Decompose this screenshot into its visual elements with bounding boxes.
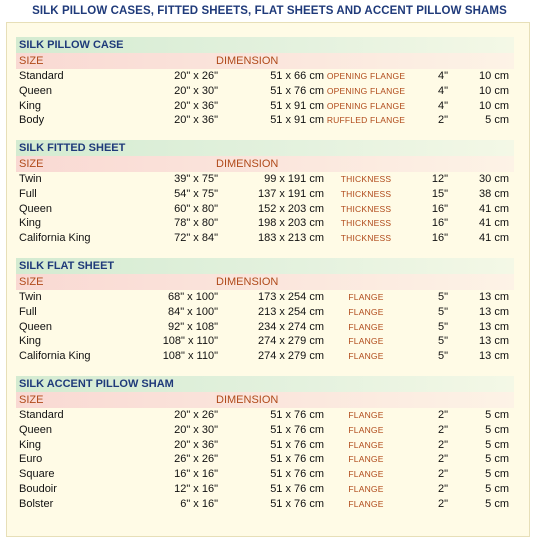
- dimension-cm: 51 x 76 cm: [270, 497, 324, 510]
- feature-cm: 13 cm: [479, 350, 509, 363]
- table-row: [16, 438, 514, 453]
- feature-label: THICKNESS: [340, 174, 392, 184]
- dimension-cm: 51 x 76 cm: [270, 468, 324, 481]
- feature-cm: 13 cm: [479, 335, 509, 348]
- size-name: Twin: [19, 291, 42, 303]
- dimension-inches: 16" x 16": [174, 468, 218, 481]
- dimension-inches: 20" x 36": [174, 114, 218, 127]
- size-name: Twin: [19, 173, 42, 185]
- dimension-cm: 51 x 91 cm: [270, 114, 324, 127]
- size-name: California King: [19, 350, 91, 363]
- size-name: Queen: [19, 202, 53, 215]
- table-row: [16, 408, 514, 423]
- size-name: California King: [19, 232, 91, 245]
- feature-label: FLANGE: [348, 454, 384, 465]
- feature-label: FLANGE: [348, 469, 384, 480]
- dimension-inches: 12" x 16": [174, 482, 218, 495]
- feature-inches: 5": [437, 291, 448, 303]
- dimension-inches: 20" x 26": [174, 70, 218, 82]
- feature-label: FLANGE: [348, 424, 384, 435]
- feature-cm: 10 cm: [479, 99, 509, 112]
- size-name: Queen: [19, 320, 53, 333]
- feature-inches: 4": [437, 84, 448, 97]
- dimension-cm: 274 x 279 cm: [257, 350, 324, 363]
- table-row: [16, 84, 514, 99]
- page-title: SILK PILLOW CASES, FITTED SHEETS, FLAT SHEETS AND ACCENT PILLOW SHAMS: [32, 5, 507, 17]
- feature-label: FLANGE: [348, 498, 384, 509]
- feature-cm: 41 cm: [479, 232, 509, 245]
- dimension-inches: 68" x 100": [167, 291, 218, 303]
- dimension-cm: 51 x 76 cm: [270, 84, 324, 97]
- feature-inches: 16": [431, 217, 448, 230]
- section: [16, 37, 514, 128]
- dimension-cm: 274 x 279 cm: [257, 335, 324, 348]
- dimension-cm: 99 x 191 cm: [264, 173, 324, 185]
- table-row: [16, 334, 514, 349]
- dimension-inches: 60" x 80": [174, 202, 218, 215]
- dimension-inches: 84" x 100": [167, 305, 218, 318]
- feature-inches: 2": [437, 114, 448, 127]
- size-name: Bolster: [19, 497, 54, 510]
- feature-inches: 16": [431, 232, 448, 245]
- dimension-inches: 108" x 110": [162, 350, 218, 363]
- dimension-cm: 152 x 203 cm: [257, 202, 324, 215]
- feature-cm: 30 cm: [479, 173, 509, 185]
- feature-inches: 16": [431, 202, 448, 215]
- section-title: SILK FLAT SHEET: [16, 258, 514, 274]
- table-row: [16, 113, 514, 128]
- table-row: [16, 202, 514, 217]
- dimension-cm: 234 x 274 cm: [257, 320, 324, 333]
- table-row: [16, 320, 514, 335]
- feature-cm: 13 cm: [479, 305, 509, 318]
- size-header: SIZE: [19, 158, 44, 170]
- feature-label: OPENING FLANGE: [326, 85, 406, 96]
- feature-inches: 2": [437, 482, 448, 495]
- size-name: Full: [19, 305, 37, 318]
- table-row: [16, 497, 514, 512]
- feature-cm: 5 cm: [485, 468, 509, 481]
- size-name: Standard: [19, 409, 64, 421]
- dimension-cm: 51 x 76 cm: [270, 453, 324, 466]
- feature-label: FLANGE: [348, 439, 384, 450]
- table-row: [16, 467, 514, 482]
- dimension-inches: 54" x 75": [174, 187, 218, 200]
- feature-cm: 5 cm: [485, 497, 509, 510]
- feature-cm: 5 cm: [485, 453, 509, 466]
- feature-label: FLANGE: [348, 321, 384, 332]
- dimension-inches: 20" x 36": [174, 99, 218, 112]
- size-name: Queen: [19, 423, 53, 436]
- feature-label: RUFFLED FLANGE: [326, 115, 406, 126]
- feature-label: THICKNESS: [340, 188, 392, 199]
- feature-cm: 5 cm: [485, 423, 509, 436]
- column-header-row: [16, 274, 514, 290]
- feature-inches: 5": [437, 320, 448, 333]
- dimension-inches: 39" x 75": [174, 173, 218, 185]
- feature-cm: 38 cm: [479, 187, 509, 200]
- dimension-cm: 173 x 254 cm: [257, 291, 324, 303]
- section: [16, 376, 514, 512]
- feature-inches: 2": [437, 453, 448, 466]
- size-name: Square: [19, 468, 55, 481]
- table-row: [16, 231, 514, 246]
- dimension-inches: 20" x 26": [174, 409, 218, 421]
- feature-inches: 12": [431, 173, 448, 185]
- size-name: Euro: [19, 453, 43, 466]
- column-header-row: [16, 392, 514, 408]
- feature-inches: 2": [437, 468, 448, 481]
- dimension-inches: 20" x 30": [174, 84, 218, 97]
- size-header: SIZE: [19, 276, 44, 288]
- feature-inches: 5": [437, 350, 448, 363]
- feature-cm: 13 cm: [479, 320, 509, 333]
- feature-inches: 5": [437, 335, 448, 348]
- dimension-cm: 51 x 76 cm: [270, 409, 324, 421]
- column-header-row: [16, 53, 514, 69]
- dimension-inches: 108" x 110": [162, 335, 218, 348]
- dimension-inches: 92" x 108": [167, 320, 218, 333]
- feature-cm: 41 cm: [479, 202, 509, 215]
- column-header-row: [16, 156, 514, 172]
- section-title: SILK FITTED SHEET: [16, 140, 514, 156]
- feature-label: FLANGE: [348, 306, 384, 317]
- table-row: [16, 69, 514, 84]
- dimension-cm: 51 x 76 cm: [270, 423, 324, 436]
- feature-label: FLANGE: [348, 410, 384, 420]
- feature-inches: 2": [437, 423, 448, 436]
- feature-cm: 13 cm: [479, 291, 509, 303]
- feature-label: OPENING FLANGE: [326, 100, 406, 111]
- dimension-cm: 51 x 91 cm: [270, 99, 324, 112]
- feature-inches: 5": [437, 305, 448, 318]
- section: [16, 140, 514, 246]
- size-name: Queen: [19, 84, 53, 97]
- section: [16, 258, 514, 364]
- dimension-cm: 183 x 213 cm: [257, 232, 324, 245]
- feature-cm: 41 cm: [479, 217, 509, 230]
- table-row: [16, 349, 514, 364]
- dimension-inches: 6" x 16": [180, 497, 218, 510]
- table-row: [16, 99, 514, 114]
- feature-label: OPENING FLANGE: [326, 71, 406, 81]
- dimension-inches: 20" x 36": [174, 438, 218, 451]
- table-row: [16, 423, 514, 438]
- dimension-cm: 51 x 66 cm: [270, 70, 324, 82]
- feature-inches: 2": [437, 438, 448, 451]
- size-name: Body: [19, 114, 45, 127]
- table-row: [16, 452, 514, 467]
- dimension-inches: 26" x 26": [174, 453, 218, 466]
- size-header: SIZE: [19, 394, 44, 406]
- section-title: SILK PILLOW CASE: [16, 37, 514, 53]
- feature-label: FLANGE: [348, 292, 384, 302]
- dimension-inches: 78" x 80": [174, 217, 218, 230]
- feature-label: THICKNESS: [340, 233, 392, 244]
- feature-inches: 2": [437, 497, 448, 510]
- section-title: SILK ACCENT PILLOW SHAM: [16, 376, 514, 392]
- size-name: King: [19, 99, 42, 112]
- feature-label: FLANGE: [348, 483, 384, 494]
- size-name: King: [19, 217, 42, 230]
- table-row: [16, 216, 514, 231]
- dimension-cm: 213 x 254 cm: [257, 305, 324, 318]
- feature-inches: 4": [437, 99, 448, 112]
- size-name: Full: [19, 187, 37, 200]
- feature-label: THICKNESS: [340, 218, 392, 229]
- dimension-header: DIMENSION: [216, 55, 279, 67]
- dimension-header: DIMENSION: [216, 276, 279, 288]
- table-row: [16, 305, 514, 320]
- dimension-header: DIMENSION: [216, 158, 279, 170]
- size-name: King: [19, 335, 42, 348]
- dimension-cm: 51 x 76 cm: [270, 482, 324, 495]
- dimension-inches: 72" x 84": [174, 232, 218, 245]
- feature-cm: 10 cm: [479, 70, 509, 82]
- dimension-cm: 51 x 76 cm: [270, 438, 324, 451]
- feature-inches: 2": [437, 409, 448, 421]
- feature-inches: 4": [437, 70, 448, 82]
- table-row: [16, 482, 514, 497]
- feature-label: THICKNESS: [340, 203, 392, 214]
- size-name: King: [19, 438, 42, 451]
- feature-cm: 5 cm: [485, 114, 509, 127]
- size-name: Standard: [19, 70, 64, 82]
- feature-cm: 10 cm: [479, 84, 509, 97]
- dimension-cm: 137 x 191 cm: [257, 187, 324, 200]
- size-name: Boudoir: [19, 482, 57, 495]
- feature-label: FLANGE: [348, 336, 384, 347]
- feature-cm: 5 cm: [485, 482, 509, 495]
- feature-cm: 5 cm: [485, 438, 509, 451]
- table-row: [16, 172, 514, 187]
- dimension-cm: 198 x 203 cm: [257, 217, 324, 230]
- feature-inches: 15": [431, 187, 448, 200]
- feature-label: FLANGE: [348, 351, 384, 362]
- table-row: [16, 290, 514, 305]
- feature-cm: 5 cm: [485, 409, 509, 421]
- table-row: [16, 187, 514, 202]
- size-header: SIZE: [19, 55, 44, 67]
- dimension-inches: 20" x 30": [174, 423, 218, 436]
- dimension-header: DIMENSION: [216, 394, 279, 406]
